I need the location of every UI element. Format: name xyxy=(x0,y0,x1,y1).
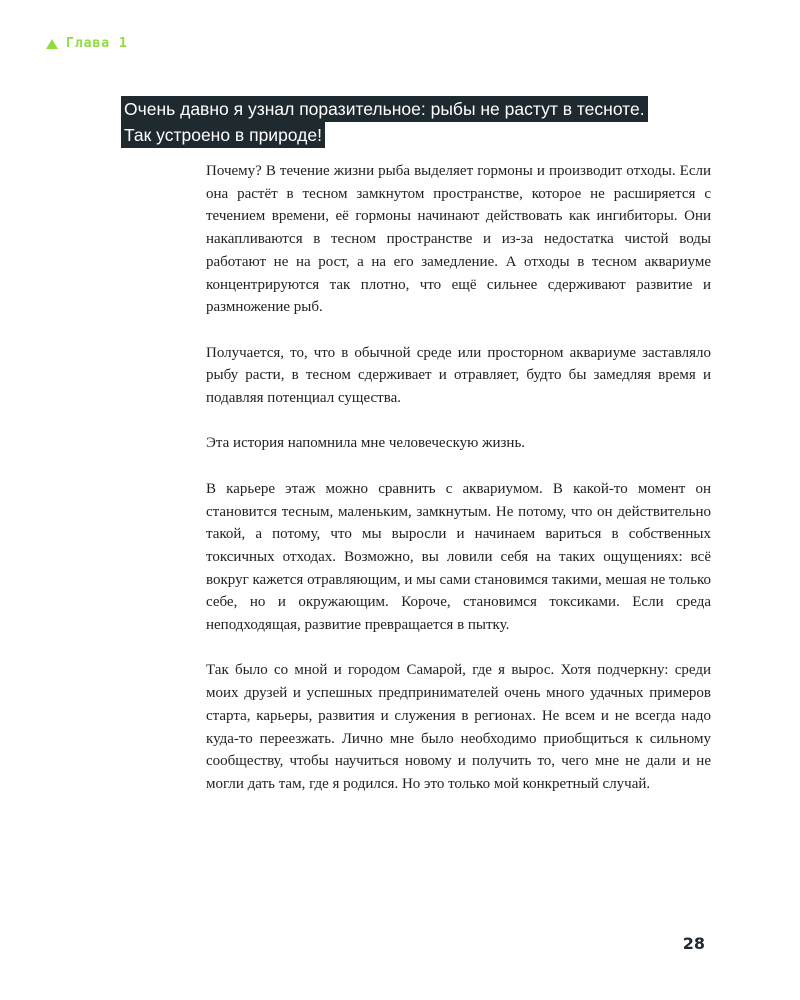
paragraph: В карьере этаж можно сравнить с аквариумом. В какой-то момент он становится тесным, маленьким, замкнутым. Не потому, что он действительно такой, а потому, что мы выросли и начинаем вариться в собственных токсичных отходах. Возможно, вы ловили себя на таких ощущениях: всё вокруг кажется отравляющим, и мы сами становимся такими, мешая не только себе, но и окружающим. Короче, становимся токсиками. Если среда неподходящая, развитие превращается в пытку. xyxy=(206,480,711,634)
chapter-marker xyxy=(46,36,128,51)
callout-quote xyxy=(121,96,721,148)
paragraph: Так было со мной и городом Самарой, где я вырос. Хотя подчеркну: среди моих друзей и успешных предпринимателей очень много удачных примеров старта, карьеры, развития и служения в регионах. Не всем и не всегда надо куда-то переезжать. Лично мне было необходимо приобщиться к сильному сообществу, чтобы научиться новому и получить то, чего мне не дали и не могли дать там, где я родился. Но это только мой конкретный случай. xyxy=(206,662,711,792)
paragraph: Получается, то, что в обычной среде или просторном аквариуме заставляло рыбу расти, в тесном сдерживает и отравляет, будто бы замедляя время и подавляя потенциал существа. xyxy=(206,344,711,407)
page-number: 28 xyxy=(682,934,705,953)
callout-line: Очень давно я узнал поразительное: рыбы не растут в тесноте. xyxy=(121,96,648,122)
paragraph: Почему? В течение жизни рыба выделяет гормоны и производит отходы. Если она растёт в тесном замкнутом пространстве, которое не расширяется с течением времени, её гормоны начинают действовать как ингибиторы. Они накапливаются в тесном пространстве и из-за недостатка чистой воды работают не на рост, а на его замедление. А отходы в тесном аквариуме концентрируются так плотно, что ещё сильнее сдерживают развитие и размножение рыб. xyxy=(206,163,711,316)
chapter-label: Глава 1 xyxy=(66,36,128,51)
callout-line: Так устроено в природе! xyxy=(121,122,325,148)
body-text xyxy=(206,160,711,818)
triangle-icon xyxy=(46,39,58,49)
paragraph: Эта история напомнила мне человеческую жизнь. xyxy=(206,435,526,452)
